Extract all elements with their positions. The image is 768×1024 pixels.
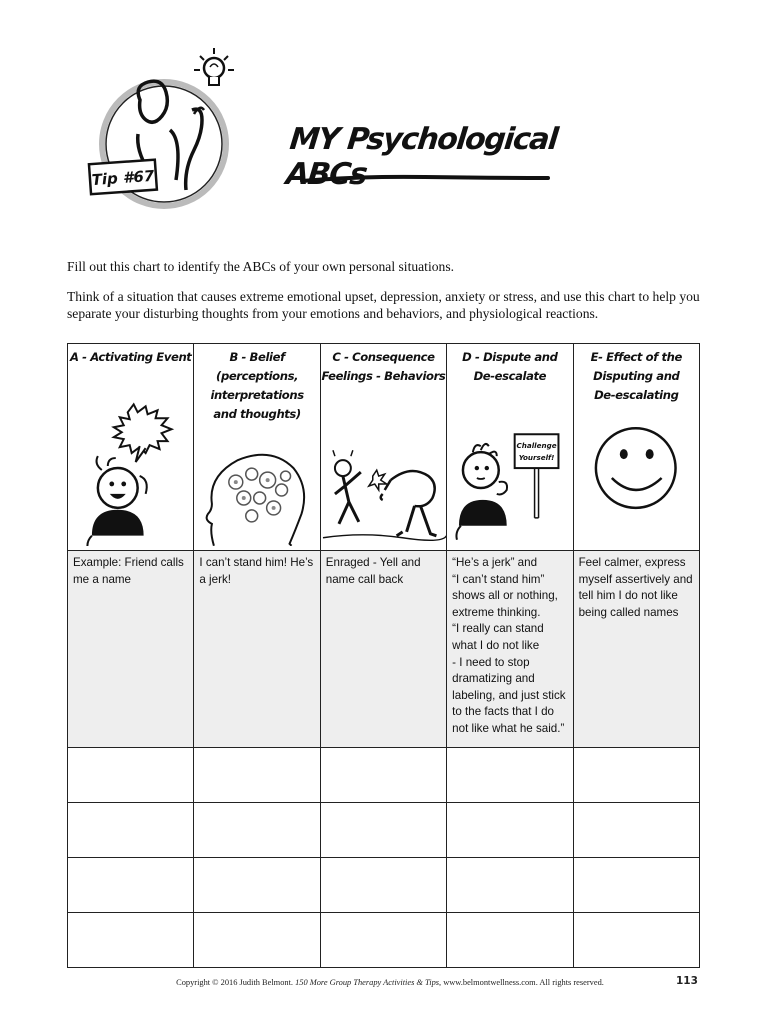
title-underline — [300, 172, 550, 186]
blank-cell-d[interactable] — [447, 858, 573, 913]
sign-text-line-1: Challenge — [516, 441, 557, 451]
blank-cell-d[interactable] — [447, 803, 573, 858]
blank-cell-c[interactable] — [320, 748, 446, 803]
blank-cell-c[interactable] — [320, 803, 446, 858]
tip-label: Tip #67 — [91, 166, 155, 190]
smiley-face-icon — [574, 416, 699, 546]
column-label-a: A - Activating Event — [69, 350, 192, 364]
example-text-c: Enraged - Yell and name call back — [325, 556, 421, 586]
blank-cell-e[interactable] — [573, 913, 699, 968]
tip-badge — [89, 160, 157, 195]
sign-text-line-2: Yourself! — [518, 453, 555, 463]
blank-cell-d[interactable] — [447, 913, 573, 968]
abc-chart-table — [67, 343, 700, 968]
header-cell-c — [320, 344, 446, 551]
book-title: 150 More Group Therapy Activities & Tips — [295, 978, 440, 987]
blank-cell-c[interactable] — [320, 913, 446, 968]
header-cell-a — [68, 344, 194, 551]
blank-row-3 — [68, 858, 700, 913]
example-cell-e — [573, 551, 699, 748]
blank-cell-a[interactable] — [68, 913, 194, 968]
column-label-e: E- Effect of the Disputing and De-escalating — [590, 350, 682, 402]
tip-logo-illustration — [82, 40, 262, 220]
page-title: MY Psychological ABCs — [284, 122, 559, 192]
blank-cell-e[interactable] — [573, 803, 699, 858]
blank-row-1 — [68, 748, 700, 803]
blank-row-4 — [68, 913, 700, 968]
example-cell-a — [68, 551, 194, 748]
intro-paragraph-1: Fill out this chart to identify the ABCs of your own personal situations. — [67, 259, 455, 274]
copyright-footer — [150, 978, 630, 987]
blank-cell-e[interactable] — [573, 748, 699, 803]
blank-cell-c[interactable] — [320, 858, 446, 913]
blank-row-2 — [68, 803, 700, 858]
example-text-b: I can’t stand him! He’s a jerk! — [199, 556, 314, 586]
intro-paragraph-2: Think of a situation that causes extreme emotional upset, depression, anxiety or stress, and use this chart to help you separate your disturbing thoughts from your emotions and behaviors, and physiological reactions. — [67, 289, 700, 321]
example-cell-c — [320, 551, 446, 748]
copyright-suffix: , www.belmontwellness.com. All rights reserved. — [439, 978, 604, 987]
example-text-e: Feel calmer, express myself assertively and tell him I do not like being called names — [578, 556, 693, 619]
gears-head-icon — [194, 446, 319, 546]
lightbulb-icon — [194, 48, 234, 85]
column-label-d: D - Dispute and De-escalate — [462, 350, 558, 383]
blank-cell-a[interactable] — [68, 748, 194, 803]
blank-cell-e[interactable] — [573, 858, 699, 913]
kicking-figures-icon — [321, 446, 446, 546]
blank-cell-a[interactable] — [68, 858, 194, 913]
thinking-person-sign-icon — [447, 426, 572, 546]
column-label-b: B - Belief (perceptions, interpretations and thoughts) — [210, 350, 304, 421]
blank-cell-b[interactable] — [194, 858, 320, 913]
blank-cell-a[interactable] — [68, 803, 194, 858]
example-cell-b — [194, 551, 320, 748]
header-row — [68, 344, 700, 551]
example-text-a: Example: Friend calls me a name — [73, 556, 184, 586]
blank-cell-b[interactable] — [194, 748, 320, 803]
example-row — [68, 551, 700, 748]
copyright-prefix: Copyright © 2016 Judith Belmont. — [176, 978, 293, 987]
speaking-person-icon — [68, 396, 193, 546]
blank-cell-d[interactable] — [447, 748, 573, 803]
example-text-d: “He’s a jerk” and “I can’t stand him” shows all or nothing, extreme thinking. “I really can stand what I do not like - I need to stop dramatizing and labeling, and just stick to the facts that I do not like what he said.” — [452, 556, 566, 735]
header-cell-b — [194, 344, 320, 551]
header-cell-d — [447, 344, 573, 551]
blank-cell-b[interactable] — [194, 803, 320, 858]
header-cell-e — [573, 344, 699, 551]
blank-cell-b[interactable] — [194, 913, 320, 968]
example-cell-d — [447, 551, 573, 748]
page-number: 113 — [676, 975, 698, 987]
column-label-c: C - Consequence Feelings - Behaviors — [321, 350, 446, 383]
